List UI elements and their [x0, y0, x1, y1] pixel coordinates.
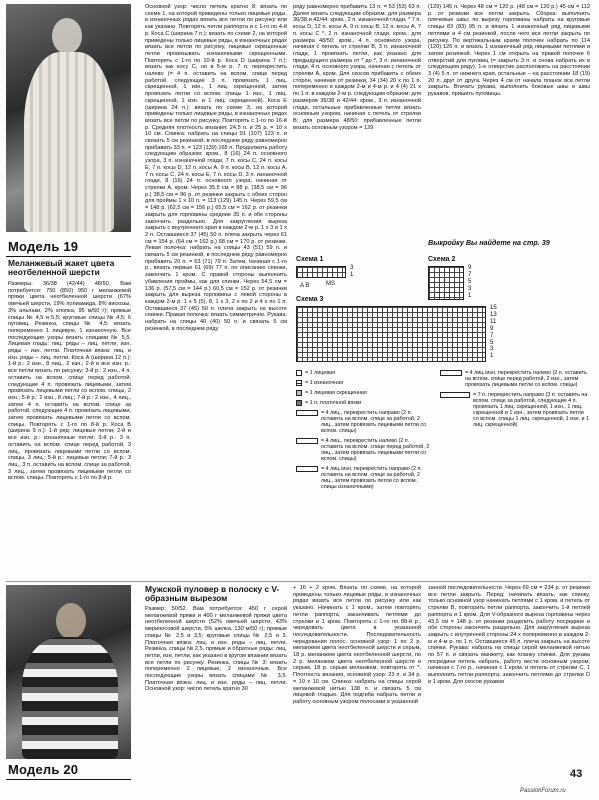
model19-left-column: [8, 281, 131, 578]
cross-seven-symbol-icon: [440, 392, 470, 398]
model19-subtitle: Меланжевый жакет цвета неотбеленной шерсти: [8, 258, 115, 278]
garter-symbol-icon: [296, 400, 302, 406]
purl-symbol-icon: [296, 380, 302, 386]
scheme1-grid: [296, 266, 346, 278]
legend-item-cross-purl-left: = 4 лиц./изн. перекрестить налево (2 п. оставить на вспом. спице перед работой, 2 изн., затем провязать лицевыми петли со вспом. спицы): [440, 370, 590, 388]
model20-text-2: + 16 + 2 кром. Вязать по схеме, на которой приведены только лицевые ряды, в изнаночных рядах вязать все петли по рисунку или как указано. Начинать с 1 кром., затем повторять петли раппорта, заканчивать петлями до стрелки и 1 кром. Повторять с 1-го по 88-й р., чередовать цвета в указанной последовательности. Последовательность чередования полос, основной узор: 1 по 2 р. меланжем цвета неотбеленной шерсти и серым, 18 р. меланжем цвета неотбеленной шерсти, по 2 р. меланжем цвета неотбеленной шерсти и серым, 18 р. серым меланжем, повторять от *. Плотность вязания, основной узор: 23 п. и 34 р. = 10 x 10 см. Спинка: набрать на спицы серой меланжевой нитью 138 п. и связать 5 см лицевой гладью. Для подгиба набрать петли и работу основным узором полосами в указанной: [293, 585, 421, 705]
page-number: 43: [570, 768, 583, 780]
scheme1-ms: MS: [326, 281, 335, 287]
model19-far-text: (129) 145 п. Через 48 см = 120 р. (48 см = 120 р.) 45 см = 112 р. от резинки все петли закрыть. Сборка: выполнить плечевые швы; по вырезу горловины набрать на круговые спицы 83 (83) 95 п. и вязать 1 изнаночный ряд лицевыми петлями и 4 см резинкой, после чего все петли закрыть по рисунку. По вертикальным краям полочек набрать по 114 (120) 126 п. и вязать 1 изнаночный ряд лицевыми петлями и затем резинкой. Через 1 см открыть на правой полочке 6 отверстий для пуговиц (= закрыть 3 п. и снова набрать их в следующем ряду), 1-е отверстие расположить на расстоянии 3 (4) 5 п. от нижнего края, остальные – на расстоянии 18 (19) 20 п. друг от друга. Через 4 см от начала планок все петли закрыть. Втачать рукава, выполнить боковые швы и швы рукавов, пришить пуговицы.: [428, 4, 590, 98]
scheme3-row-5: 5: [490, 339, 494, 346]
cross-left-symbol-icon: [296, 438, 318, 444]
section-divider: [6, 581, 591, 582]
scheme3-row-11: 11: [490, 318, 497, 325]
scheme2-row-9: 9: [468, 265, 472, 271]
legend-item-purl: = 1 изнаночная: [296, 380, 432, 386]
cross-right-symbol-icon: [296, 410, 318, 416]
model19-jacket: [24, 52, 114, 232]
scheme3-row-9: 9: [490, 325, 494, 332]
scheme1-arrows: A B: [300, 283, 310, 289]
model20-photo: [6, 585, 131, 759]
legend-item-garter: = 1 п. платочной вязки: [296, 400, 432, 406]
model20-column-2: [293, 585, 421, 792]
scheme2-row-numbers: [468, 265, 471, 300]
model20-face: [56, 603, 86, 639]
model19-right-column: [293, 4, 421, 248]
legend-item-twisted: = 1 лицевая скрещенная: [296, 390, 432, 396]
model19-photo: [6, 4, 131, 232]
scheme3-row-7: 7: [490, 332, 494, 339]
model19-title-rule: [6, 256, 131, 257]
model19-middle-text: Основной узор: число петель кратно 8; вязать по схеме 1, на которой приведены только лицевые ряды, в изнаночных рядах вязать все петли по рисунку или как указано. Повторять петли раппорта и с 1-го по 4-й р. Коса С (ширина 7 п.): вязать по схеме 2, на которой приведены только лицевые ряды, в изнаночных рядах вязать все петли по рисунку, лицевые скрещенные петли провязывать изнаночными скрещенными. Повторять с 1-го по 10-й р. Коса D (ширина 7 п.): вязать как косу С, но в 5-м р. 7 п. перекрестить налево (= 4 п. оставить на вспом. спице перед работой, следующие 3 п. провязать 1 лиц. скрещенной, 1 изн., 1 лиц. скрещенной, затем провязать петли со вспом. спицы 1 изн., 1 лиц. скрещенной, 1 изн. и 1 лиц. скрещенной). Коса Е (ширина 24 п.): вязать по схеме 3, на которой приведены только лицевые ряды, в изнаночных рядах вязать все петли по рисунку. Повторять с 1-го по 16-й р. Средняя плотность вязания: 24,5 п. и 25 р. = 10 x 10 см. Спинка: набрать на спицы 91 (107) 123 п. и связать 5 см резинкой, в последнем ряду равномерно прибавить 33 п. = 123 (139) 165 п. Продолжить работу следующим образом: кром., 8 (16) 24 п. основного узора, 3 п. изнаночной глади, 7 п. косы С, 24 п. косы Е, 7 п. косы D, 12 п. косы А, 9 п. косы В, 12 п. косы А, 7 п. косы С, 24 п. косы Е, 7 п. косы D, 3 п. изнаночной глади, 8 (16) 24 п. основного узора, начиная от стрелки А, кром. Через 35,5 см = 88 р. (38,5 см = 96 р.) 38,5 см = 96 р. от резинки закрыть с обеих сторон для проймы 1 x 10 п. = 113 (129) 145 п. Через 59,5 см = 148 р. (62,5 см = 156 р.) 65,5 см = 162 р. от резинки закрыть для горловины средние 35 п. и обе стороны закончить раздельно. Для закругления выреза закрыть с внутреннего края в каждом 2-м р. 1 x 3 и 1 x 2 п. Оставшиеся 37 (45) 50 п. плеча закрыть через 61 см = 154 р. (64 см = 162 р.) 68 см = 170 р. от резинки. Левая полочка: набрать на спицы 43 (51) 59 п. и связать 5 см резинкой, в последнем ряду равномерно прибавить 20 п. = 63 (71) 79 п. Затем, начиная с 1-го р., вязать первые 61 (69) 77 п. по описанию спинки, закончить 1 кром. С правой стороны выполнить убавления проймы, как для спинки. Через 54,5 см = 136 р. (57,5 см = 144 р.) 60,5 см = 152 р. от резинки закрыть для выреза горловины с левой стороны в каждом 2-м р. 1 x 5 (5), 8, 1 x 3, 2 x по 2 и 4 x по 1 п. Оставшиеся 37 (45) 50 п. плеча закрыть на высоте спинки. Правая полочка: вязать симметрично. Рукава: набрать на спицы 40 (40) 50 п. и связать 5 см резинкой, в последнем ряду: [145, 4, 287, 332]
scheme3-grid: [296, 306, 486, 362]
model20-text-1: Размер: 50/52. Вам потребуется: 450 г серой меланжевой пряжи и 400 г меланжевой пряжи цвета неотбеленной шерсти (52% овечьей шерсти, 43% мериносовой шерсти, 5% шелка, 130 м/50 г); прямые спицы № 2,5 и 3,5; круговые спицы № 2,5 и 3. Платочная вязка: лиц. и изн. ряды – лиц. петли. Резинка, спицы № 2,5, прямые и обратные ряды: лиц. петли, изн. петли, как указано в кругом вязании вязать все петли по рисунку. Резинка, спицы № 3: вязать попеременно 2 лицевые, 2 изнаночные. Все последующие узоры вязать спицами № 3,5. Платочная вязка: лиц. и изн. ряды – лиц. петли. Основной узор: число петель кратно 30: [145, 606, 287, 693]
legend-left: [296, 370, 432, 494]
model20-title-rule: [6, 779, 131, 780]
model19-left-text: Размеры: 36/38 (42/44) 48/50. Вам потребуется: 750 (850) 950 г меланжевой пряжи цвета неотбеленной шерсти (67% овечьей шерсти, 19% полиамида, 8% вискозы, 3% альпаки, 2% хлопка, 95 м/50 г); прямые спицы № 4,5 и 5,5; круговые спицы № 4,5; 6 пуговиц. Резинка, спицы № 4,5: вязать попеременно 1 лицевую, 1 изнаночную. Все последующие узоры вязать спицами № 5,5. Лицевая гладь: лиц. ряды – лиц. петли, изн. ряды – изн. петли. Платочная вязка: лиц. и изн. ряды – лиц. петли. Коса А (ширина 12 п.): 1-й р.: 2 изн., 8 лиц., 2 изн.; 2-й и все изн. р.: все петли вязать по рисунку; 3-й р.: 2 изн., 4 п. оставить на вспом. спице перед работой, следующие 4 п. провязать лицевыми, затем провязать лицевыми петли со вспом. спицы, 2 изн.; 5-й р.: 2 изн., 8 лиц.; 7-й р.: 2 изн., 4 лиц., затем 4 п. оставить на вспом. спице за работой, следующие 4 п. провязать лицевыми, затем провязать лицевыми петли со вспом. спицы. Повторять с 1-го по 8-й р. Коса В (ширина 9 п.): 1-й ряд: лицевые петли; 2-й и все изн. р.: изнаночные петли; 3-й р.: 3 п. оставить на вспом. спице перед работой, 3 лиц., провязать лицевыми петли со вспом. спицы, 3 лиц.; 5-й р.: лицевые петли; 7-й р.: 3 лиц., 3 п. оставить на вспом. спице за работой, 3 лиц., затем провязать лицевыми петли со вспом. спицы. Повторять с 1-го по 8-й р.: [8, 281, 131, 482]
scheme2-grid: [428, 266, 464, 300]
twisted-knit-symbol-icon: [296, 390, 302, 396]
cross-purl-left-symbol-icon: [440, 370, 462, 376]
model19-right-text: ряду равномерно прибавить 13 п. = 53 (53) 63 п. Далее вязать следующим образом: для размера 36/38 и 42/44: кром., 2 п. изнаночной глади, * 7 п. косы D, 12 п. косы А, 9 п. косы В, 12 п. косы А, 7 п. косы С *, 2 п. изнаночной глади, кром.; для размера 48/50: кром., 4 п. основного узора, начиная с петель от стрелки В, 3 п. изнаночной глади, 1 провязать петли, как указано для предыдущего размера от * до *, 3 п. изнаночной глади, 4 п. основного узора, начиная с петель от стрелки А, кром. Для скосов прибавить с обеих сторон, начиная от резинки, 34 (34) 20 x по 1 п. попеременно в каждом 2-м и 4-м р. и 4 (4) 21 x по 1 п. в каждом 2-м р. следующим образом: для размеров 36/38 и 42/44: кром., 3 п. изнаночной глади, остальные прибавленные петли вязать основным узором, начиная с петель от стрелки В; для размера 48/50: прибавленные петли вязать основным узором = 129: [293, 4, 421, 131]
model20-column-3: [428, 585, 590, 765]
model20-text-3: занной последовательности. Через 69 см = 234 р. от резинки все петли закрыть. Перед: начинать вязать, как спинку, только основной узор начинать петлями с 1 кром. и петель от стрелки В, повторить петли раппорта, закончить 1-й петлей раппорта и 1 кром. Для V-образного выреза горловины через 43,5 см = 148 р. от резинки разделить работу посредине и обе стороны закончить раздельно. Для закругления выреза закрыть с внутренней стороны 24 x попеременно в каждом 2-м и 4-м р. по 1 п. Оставшиеся 45 п. плеча закрыть на высоте спинки. Рукава: набрать на спицы серой меланжевой нитью по 57 п. и связать манжету, как планку спинки. Для рукава посредине петель набрать, работу вести основным узором, начиная с 7-го р., начиная с 1 кром. и петель от стрелки С, 1 выполнить петли раппорта, закончить петлями до стрелки D и 1 кром. Для скосов рукавов: [428, 585, 590, 685]
scheme3-row-15: 15: [490, 305, 497, 311]
footer-watermark: PassionForum.ru: [520, 788, 566, 794]
scheme1-row-3: 3: [350, 265, 354, 271]
legend-right: [440, 370, 590, 432]
scheme2-row-7: 7: [468, 271, 472, 278]
model19-far-column: [428, 4, 590, 236]
pattern-link: Выкройку Вы найдете на стр. 39: [428, 238, 550, 247]
legend-item-cross-right: = 4 лиц., перекрестить направо (2 п. оставить на вспом. спице за работой, 2 лиц., затем провязать лицевыми петли со вспом. спицы): [296, 410, 432, 434]
model19-face: [52, 18, 82, 54]
scheme1-row-numbers: [350, 265, 353, 279]
legend-item-cross-seven: = 7 п. перекрестить направо (3 п. оставить на вспом. спице за работой, следующие 4 п. провязать 1 лиц. скрещенной, 1 изн., 1 лиц. скрещенной и 1 изн., затем провязать петли со вспом. спицы 1 лиц. скрещенной, 1 изн. и 1 лиц. скрещенной): [440, 392, 590, 428]
model20-column-1: [145, 606, 287, 792]
legend-item-knit: = 1 лицевая: [296, 370, 432, 376]
cross-purl-right-symbol-icon: [296, 466, 318, 472]
scheme2-row-1: 1: [468, 292, 472, 299]
model20-subtitle: Мужской пуловер в полоску с V-образным вырезом: [145, 584, 280, 604]
model20-pullover: [22, 637, 118, 759]
scheme2-row-5: 5: [468, 278, 472, 285]
model19-title: Модель 19: [8, 239, 79, 254]
scheme3-row-1: 1: [490, 353, 494, 360]
knit-symbol-icon: [296, 370, 302, 376]
scheme3-row-3: 3: [490, 346, 494, 353]
scheme2-row-3: 3: [468, 285, 472, 292]
scheme3-title: Схема 3: [296, 296, 324, 303]
scheme3-row-numbers: [490, 305, 497, 360]
model20-title: Модель 20: [8, 762, 79, 777]
legend-item-cross-purl-right: = 4 лиц./изн. перекрестить направо (2 п. оставить на вспом. спице за работой, 2 лиц., затем провязать петли со вспом. спицы изнаночными): [296, 466, 432, 490]
scheme1-title: Схема 1: [296, 256, 324, 263]
legend-item-cross-left: = 4 лиц., перекрестить налево (2 п. оставить на вспом. спице перед работой, 2 лиц., затем провязать лицевыми петли со вспом. спицы): [296, 438, 432, 462]
model19-middle-column: [145, 4, 287, 577]
scheme1-row-1: 1: [350, 271, 354, 278]
scheme2-title: Схема 2: [428, 256, 456, 263]
scheme3-row-13: 13: [490, 311, 497, 318]
